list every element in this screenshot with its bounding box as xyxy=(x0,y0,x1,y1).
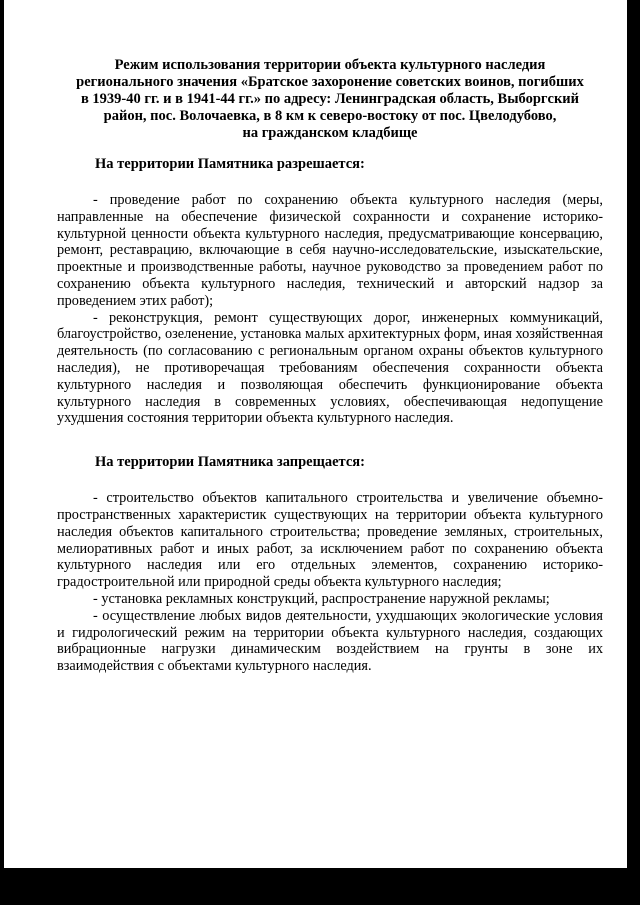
title-line: на гражданском кладбище xyxy=(242,125,418,141)
forbidden-item: - строительство объектов капитального строительства и увеличение объемно-пространственных характеристик существующих на территории объекта культурного наследия объектов капитального строительства; проведение земляных, строительных, мелиоративных работ и иных работ, за исключением работ по сохранению объекта культурного наследия или его отдельных элементов, сохранению историко-градостроительной или природной среды объекта культурного наследия; xyxy=(57,490,603,591)
document-title xyxy=(57,57,603,142)
forbidden-item: - установка рекламных конструкций, распространение наружной рекламы; xyxy=(93,590,550,607)
title-line: регионального значения «Братское захоронение советских воинов, погибших xyxy=(76,74,584,90)
allowed-section xyxy=(57,156,603,427)
title-line: Режим использования территории объекта культурного наследия xyxy=(114,57,546,73)
allowed-heading: На территории Памятника разрешается: xyxy=(95,156,365,172)
scan-border-bottom xyxy=(0,868,640,905)
forbidden-item: - осуществление любых видов деятельности, ухудшающих экологические условия и гидрологический режим на территории объекта культурного наследия, создающих вибрационные нагрузки динамическим воздействием на грунты в зоне их взаимодействия с объектами культурного наследия. xyxy=(57,607,603,675)
allowed-item: - проведение работ по сохранению объекта культурного наследия (меры, направленные на обеспечение физической сохранности и сохранение историко-культурной ценности объекта культурного наследия, предусматривающие консервацию, ремонт, реставрацию, включающие в себя научно-исследовательские, изыскательские, проектные и производственные работы, научное руководство за проведением работ по сохранению объекта культурного наследия, технический и авторский надзор за проведением этих работ); xyxy=(57,192,603,309)
scan-border-right xyxy=(627,0,640,905)
forbidden-section xyxy=(57,454,603,675)
forbidden-heading: На территории Памятника запрещается: xyxy=(95,454,365,471)
allowed-item: - реконструкция, ремонт существующих дорог, инженерных коммуникаций, благоустройство, озеленение, установка малых архитектурных форм, иная хозяйственная деятельность (по согласованию с региональным органом охраны объектов культурного наследия), не противоречащая требованиям обеспечения сохранности объекта культурного наследия и позволяющая обеспечить функционирование объекта культурного наследия в современных условиях, обеспечивающая недопущение ухудшения состояния территории объекта культурного наследия. xyxy=(57,309,603,427)
document-content xyxy=(57,57,603,675)
scan-border-left xyxy=(0,0,4,868)
title-line: район, пос. Волочаевка, в 8 км к северо-востоку от пос. Цвелодубово, xyxy=(103,108,557,124)
title-line: в 1939-40 гг. и в 1941-44 гг.» по адресу: Ленинградская область, Выборгский xyxy=(80,91,580,107)
